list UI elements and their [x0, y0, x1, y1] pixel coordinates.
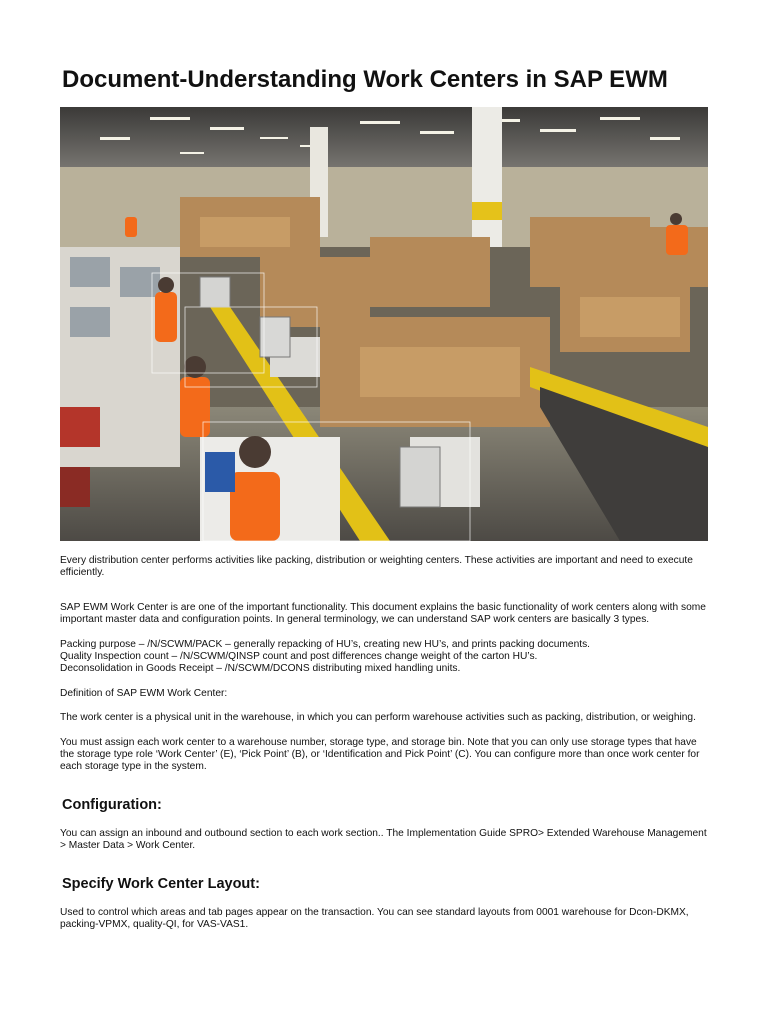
- configuration-heading: Configuration:: [62, 796, 162, 813]
- layout-paragraph: Used to control which areas and tab pages appear on the transaction. You can see standard layouts from 0001 warehouse for Dcon-DKMX, packing-VPMX, quality-QI, for VAS-VAS1.: [60, 906, 689, 931]
- definition-paragraph: The work center is a physical unit in the warehouse, in which you can perform warehouse activities such as packing, distribution, or weighing.: [60, 712, 696, 724]
- document-body: [60, 555, 712, 932]
- type-item-quality: Quality Inspection count – /N/SCWM/QINSP count and post differences change weight of the carton HU’s.: [60, 651, 538, 663]
- layout-heading: Specify Work Center Layout:: [62, 875, 260, 892]
- document-title: Document-Understanding Work Centers in SAP EWM: [62, 66, 668, 93]
- definition-label: Definition of SAP EWM Work Center:: [60, 687, 228, 699]
- configuration-paragraph: You can assign an inbound and outbound section to each work section.. The Implementation Guide SPRO> Extended Warehouse Management > Master Data > Work Center.: [60, 827, 707, 852]
- intro-paragraph: Every distribution center performs activities like packing, distribution or weighting centers. These activities are important and need to execute efficiently.: [60, 555, 693, 579]
- warehouse-photo: [60, 107, 708, 541]
- assignment-paragraph: You must assign each work center to a warehouse number, storage type, and storage bin. Note that you can only use storage types that have the storage type role ‘Work Center’ (E), ‘Pick Point’ (B), or ‘Identification and Pick Point’ (C). You can configure more than once work center for each storage type in the system.: [60, 736, 700, 773]
- type-item-packing: Packing purpose – /N/SCWM/PACK – generally repacking of HU’s, creating new HU’s, and prints packing documents.: [60, 638, 590, 650]
- warehouse-photo-icon: [60, 107, 708, 541]
- type-item-deconsolidation: Deconsolidation in Goods Receipt – /N/SCWM/DCONS distributing mixed handling units.: [60, 663, 461, 675]
- overview-paragraph: SAP EWM Work Center is are one of the important functionality. This document explains the basic functionality of work centers along with some important master data and configuration points. In general terminology, we can understand SAP work centers are basically 3 types.: [60, 601, 706, 626]
